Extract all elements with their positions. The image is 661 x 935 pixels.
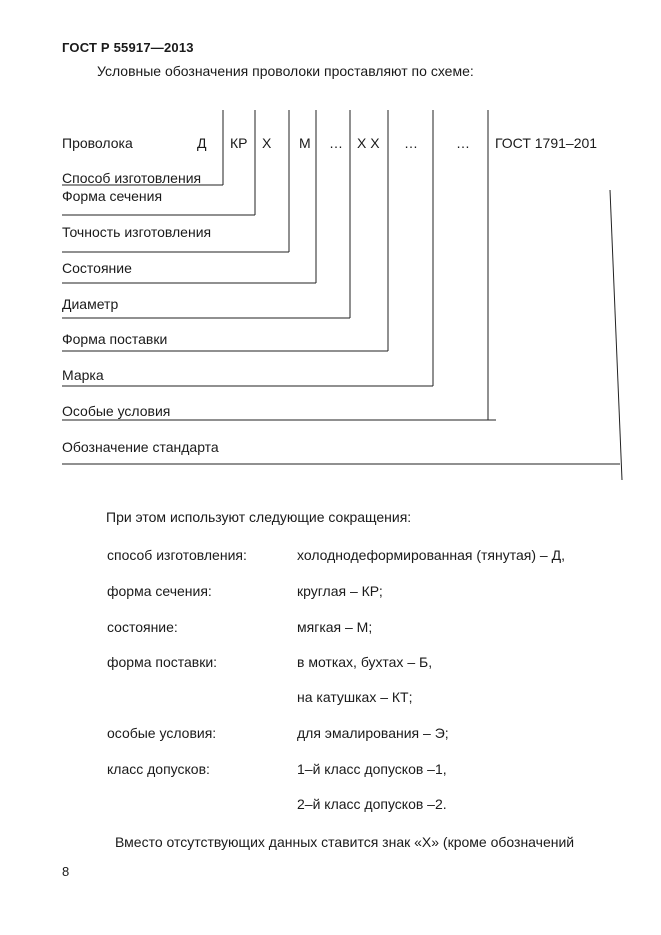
scheme-label-diameter: Диаметр	[62, 296, 119, 312]
scheme-label-section: Форма сечения	[62, 188, 163, 204]
scheme-code-grade: …	[404, 135, 418, 151]
abbrev-term-special: особые условия:	[107, 725, 217, 741]
scheme-label-state: Состояние	[62, 260, 132, 276]
abbrev-value-tolerance-2: 2–й класс допусков –2.	[297, 796, 447, 812]
abbrev-term-tolerance: класс допусков:	[107, 761, 210, 777]
abbrev-value-special: для эмалирования – Э;	[297, 725, 449, 741]
scheme-product-label: Проволока	[62, 135, 133, 151]
abbreviations-intro: При этом используют следующие сокращения:	[106, 509, 412, 525]
scheme-code-supply-form: Х Х	[357, 135, 380, 151]
scheme-label-supply-form: Форма поставки	[62, 331, 168, 347]
intro-text: Условные обозначения проволоки проставляют по схеме:	[97, 63, 474, 79]
abbrev-value-supply-form-spools: на катушках – КТ;	[297, 689, 413, 705]
document-code: ГОСТ Р 55917—2013	[62, 40, 194, 55]
abbrev-value-section: круглая – КР;	[297, 583, 383, 599]
abbrev-value-method: холоднодеформированная (тянутая) – Д,	[297, 547, 565, 563]
abbrev-term-supply-form: форма поставки:	[107, 654, 218, 670]
closing-text: Вместо отсутствующих данных ставится знак «Х» (кроме обозначений	[115, 834, 575, 850]
scheme-code-method: Д	[197, 135, 207, 151]
divider-standard	[610, 190, 622, 480]
abbrev-term-state: состояние:	[107, 619, 178, 635]
page-number: 8	[62, 864, 70, 879]
scheme-code-precision: Х	[262, 135, 272, 151]
scheme-code-section: КР	[230, 135, 248, 151]
abbrev-value-state: мягкая – М;	[297, 619, 373, 635]
abbrev-term-method: способ изготовления:	[107, 547, 247, 563]
scheme-code-standard: ГОСТ 1791–201	[495, 135, 598, 151]
abbrev-term-section: форма сечения:	[107, 583, 212, 599]
scheme-label-special: Особые условия	[62, 403, 171, 419]
scheme-label-method: Способ изготовления	[62, 170, 202, 186]
scheme-label-standard: Обозначение стандарта	[62, 439, 219, 455]
scheme-code-diameter: …	[329, 135, 343, 151]
scheme-label-precision: Точность изготовления	[62, 224, 212, 240]
abbrev-value-supply-form-coils: в мотках, бухтах – Б,	[297, 654, 433, 670]
scheme-label-grade: Марка	[62, 367, 104, 383]
scheme-code-state: М	[299, 135, 311, 151]
scheme-code-special: …	[456, 135, 470, 151]
abbrev-value-tolerance-1: 1–й класс допусков –1,	[297, 761, 447, 777]
